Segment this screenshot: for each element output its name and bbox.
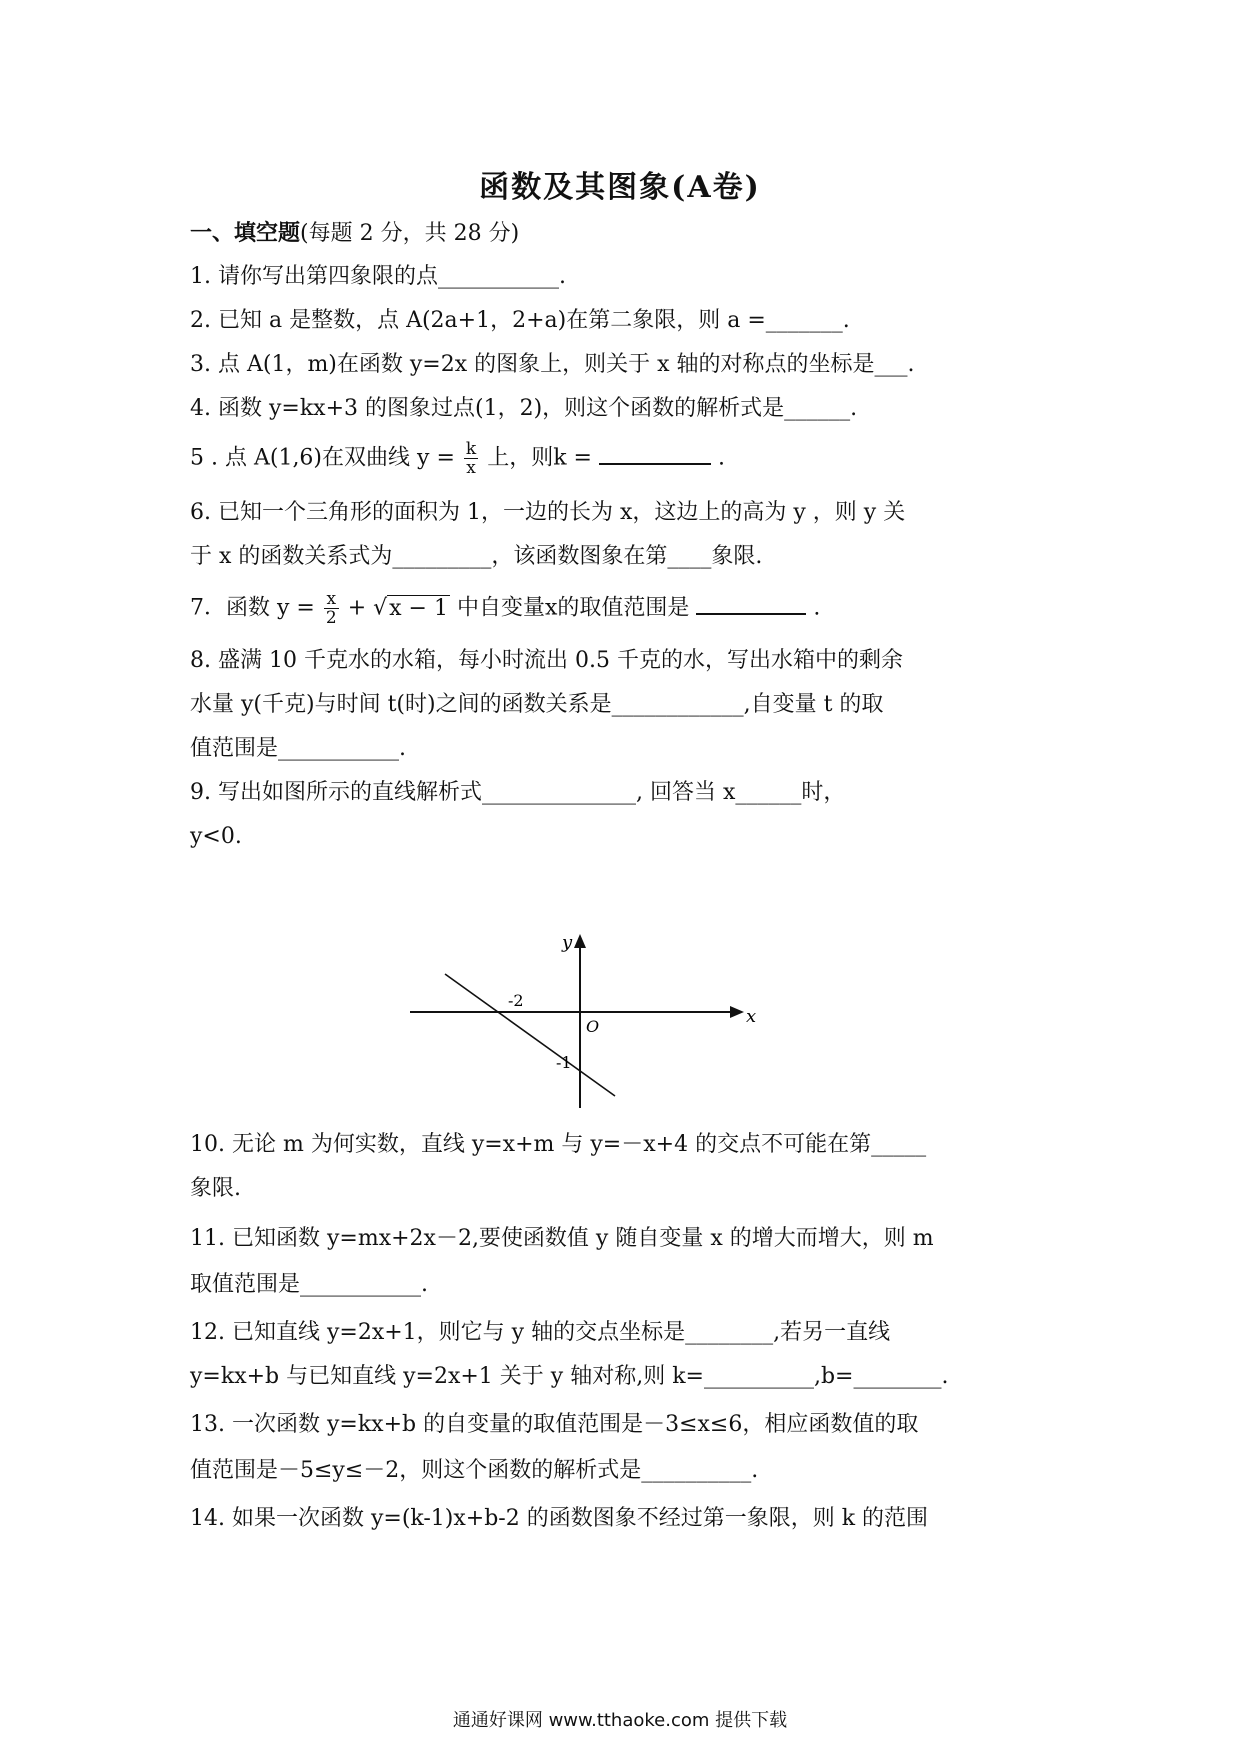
question-1: 1. 请你写出第四象限的点___________.: [190, 264, 566, 289]
question-4: 4. 函数 y=kx+3 的图象过点(1，2)，则这个函数的解析式是______.: [190, 396, 858, 421]
x-intercept-label: -2: [508, 991, 524, 1010]
q7-suffix: 中自变量x的取值范围是: [456, 595, 690, 621]
question-10-line-2: 象限.: [190, 1176, 241, 1201]
section-heading: [190, 218, 1090, 249]
question-9-line-2: y<0.: [190, 824, 242, 849]
question-12-line-2: y=kx+b 与已知直线 y=2x+1 关于 y 轴对称,则 k=__________,b=________.: [190, 1364, 949, 1389]
q5-prefix: 5 . 点 A(1,6)在双曲线: [190, 445, 411, 471]
page-footer: 通通好课网 www.tthaoke.com 提供下载: [452, 1710, 788, 1731]
question-10-line-1: 10. 无论 m 为何实数，直线 y=x+m 与 y=－x+4 的交点不可能在第_____: [190, 1132, 927, 1157]
question-7: [190, 590, 1090, 627]
x-axis-label: x: [746, 1006, 757, 1027]
q7-sqrt-body: x − 1: [389, 595, 448, 621]
question-12-line-1: 12. 已知直线 y=2x+1，则它与 y 轴的交点坐标是________,若另一直线: [190, 1320, 891, 1345]
question-9-line-1: 9. 写出如图所示的直线解析式______________, 回答当 x______时，: [190, 780, 846, 805]
y-axis-label: y: [562, 932, 573, 953]
question-13-line-1: 13. 一次函数 y=kx+b 的自变量的取值范围是－3≤x≤6，相应函数值的取: [190, 1412, 919, 1437]
question-6-line-1: 6. 已知一个三角形的面积为 1，一边的长为 x，这边上的高为 y ，则 y 关: [190, 500, 906, 525]
x-axis-arrow: [730, 1006, 744, 1018]
question-8-line-2: 水量 y(千克)与时间 t(时)之间的函数关系是____________,自变量 t 的取: [190, 692, 884, 717]
q7-prefix: 7．函数: [190, 595, 270, 621]
question-2: 2. 已知 a 是整数，点 A(2a+1，2+a)在第二象限，则 a =_______.: [190, 308, 850, 333]
question-6-line-2: 于 x 的函数关系式为_________，该函数图象在第____象限.: [190, 544, 763, 569]
q5-denominator: x: [466, 458, 476, 478]
q5-fraction: [464, 440, 478, 477]
q7-fraction: [324, 590, 339, 627]
y-intercept-label: -1: [556, 1053, 572, 1072]
question-14-line-1: 14. 如果一次函数 y=(k-1)x+b-2 的函数图象不经过第一象限，则 k 的范围: [190, 1506, 929, 1531]
q7-plus: +: [347, 595, 367, 621]
q5-suffix: 上，则k =: [487, 445, 592, 471]
q7-numerator: x: [324, 590, 339, 609]
q7-answer-blank: [696, 595, 806, 615]
question-5: [190, 440, 1090, 477]
q5-lhs: y =: [417, 445, 455, 471]
q7-sqrt-sign: √: [373, 595, 388, 621]
page-title: 函数及其图象(A卷): [479, 170, 761, 205]
question-11-line-1: 11. 已知函数 y=mx+2x－2,要使函数值 y 随自变量 x 的增大而增大，则 m: [190, 1226, 934, 1251]
question-11-line-2: 取值范围是___________.: [190, 1272, 428, 1297]
question-8-line-1: 8. 盛满 10 千克水的水箱，每小时流出 0.5 千克的水，写出水箱中的剩余: [190, 648, 903, 673]
section-note: (每题 2 分，共 28 分): [300, 221, 520, 246]
q7-denominator: 2: [325, 608, 337, 628]
question-3: 3. 点 A(1，m)在函数 y=2x 的图象上，则关于 x 轴的对称点的坐标是___.: [190, 352, 915, 377]
q7-end: .: [813, 595, 821, 621]
q5-numerator: k: [465, 439, 477, 459]
section-label: 一、填空题: [190, 220, 301, 246]
origin-label: O: [586, 1017, 600, 1036]
q7-lhs: y =: [277, 595, 315, 621]
question-8-line-3: 值范围是___________.: [190, 736, 406, 761]
y-axis-arrow: [574, 934, 586, 948]
line-graph: [400, 932, 760, 1112]
q5-answer-blank: [599, 445, 711, 465]
question-13-line-2: 值范围是－5≤y≤－2，则这个函数的解析式是__________.: [190, 1458, 759, 1483]
q5-end: .: [717, 445, 725, 471]
